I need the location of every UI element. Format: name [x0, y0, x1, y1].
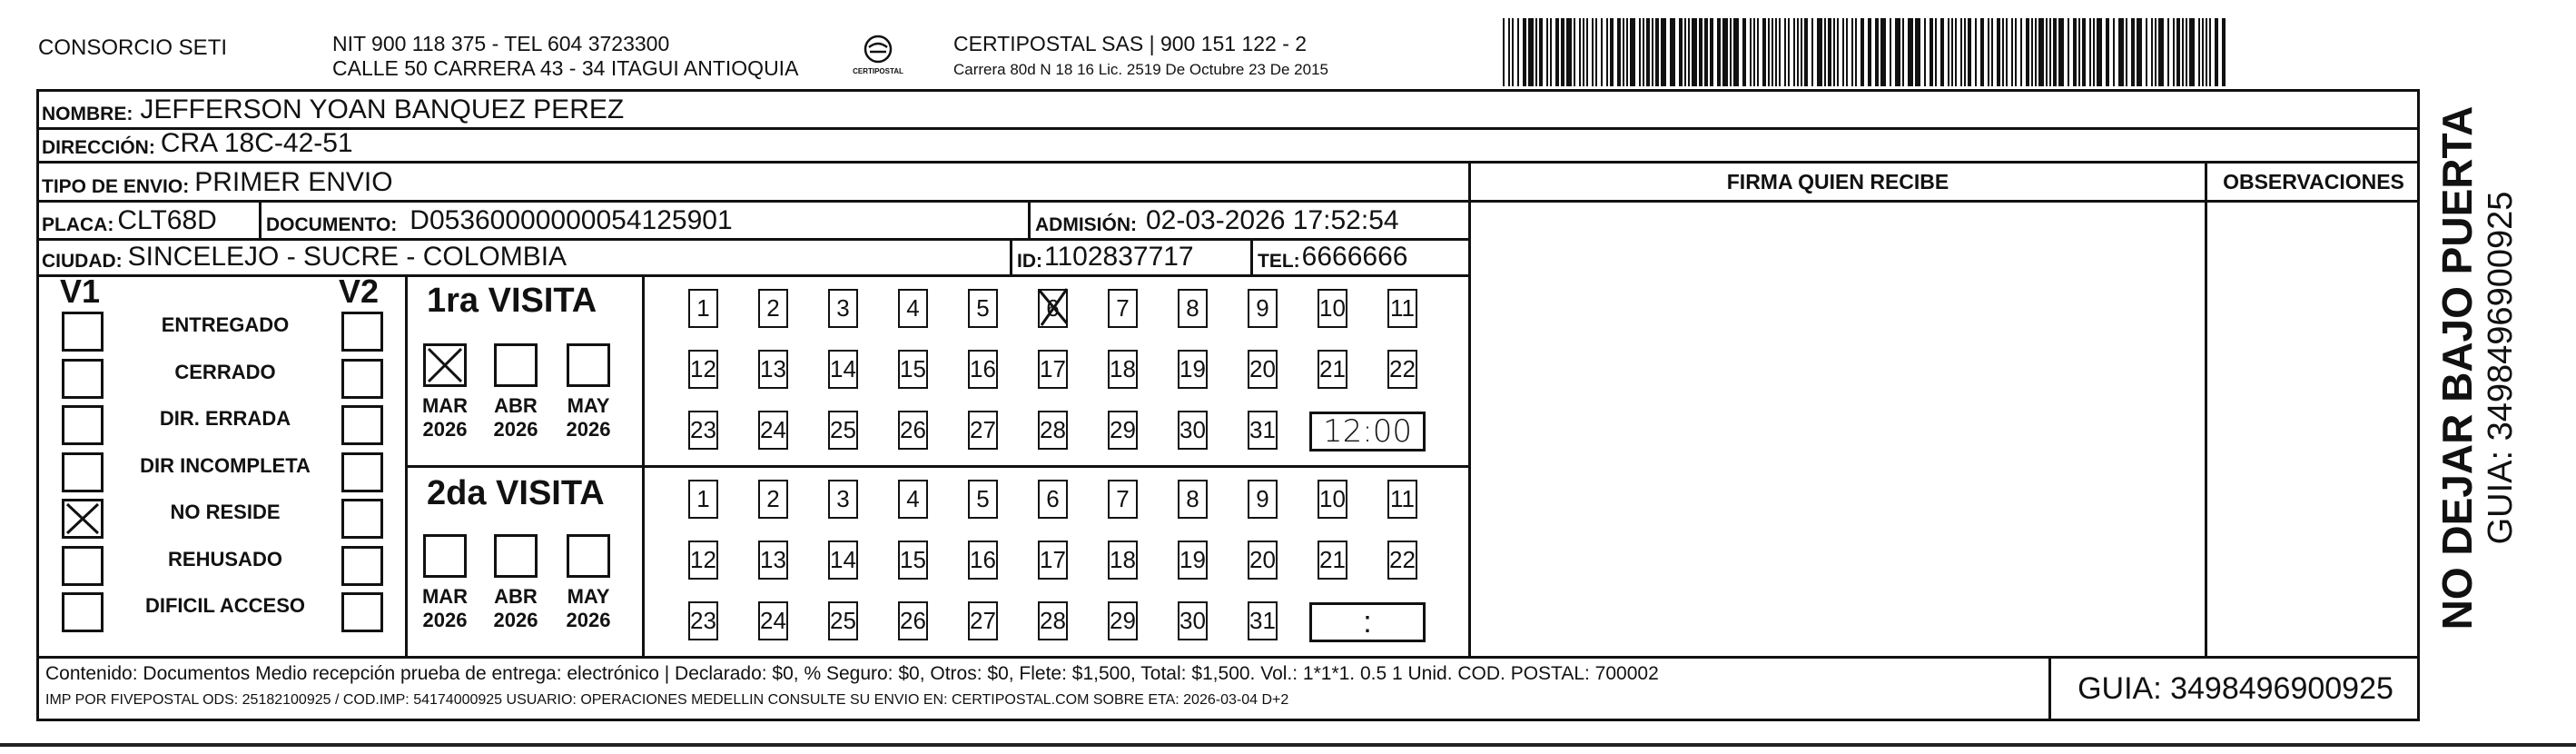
v1-checkbox[interactable] [62, 312, 104, 352]
visit2-day-box[interactable]: 31 [1248, 601, 1278, 640]
tipo-envio-value: PRIMER ENVIO [194, 167, 393, 197]
visit1-day-box[interactable]: 22 [1387, 350, 1417, 389]
visit2-day-box[interactable]: 14 [828, 541, 858, 580]
visit1-day-box[interactable]: 9 [1248, 289, 1278, 328]
visit2-month-label: ABR 2026 [493, 585, 538, 631]
v1-checkbox[interactable] [62, 499, 104, 539]
placa-label: PLACA: [42, 214, 114, 235]
visit1-day-box[interactable]: 14 [828, 350, 858, 389]
certipostal-logo [853, 33, 903, 80]
visit1-month-label: ABR 2026 [493, 394, 538, 441]
visit1-day-box[interactable]: 21 [1318, 350, 1347, 389]
visit1-day-box[interactable]: 15 [898, 350, 928, 389]
visit2-day-box[interactable]: 28 [1038, 601, 1068, 640]
tel-value: 6666666 [1301, 242, 1408, 272]
visit1-day-box[interactable]: 2 [758, 289, 788, 328]
visit2-day-box[interactable]: 24 [758, 601, 788, 640]
visit1-day-box[interactable]: 24 [758, 411, 788, 450]
visit2-day-box[interactable]: 26 [898, 601, 928, 640]
visit1-day-box[interactable]: 28 [1038, 411, 1068, 450]
visit1-day-box[interactable]: 10 [1318, 289, 1347, 328]
visit2-day-box[interactable]: 19 [1178, 541, 1208, 580]
visit2-day-box[interactable]: 11 [1387, 480, 1417, 519]
v2-checkbox[interactable] [341, 452, 383, 492]
id-label: ID: [1017, 251, 1042, 272]
documento-value: D05360000000054125901 [410, 205, 733, 235]
ciudad-value: SINCELEJO - SUCRE - COLOMBIA [127, 242, 568, 272]
v2-checkbox[interactable] [341, 405, 383, 445]
footer-contenido: Contenido: Documentos Medio recepción prueba de entrega: electrónico | Declarado: $0, % Seguro: $0, Otros: $0, Flete: $1,500, Total: $1,500. Vol.: 1*1*1. 0.5 1 Unid. COD. POSTAL: 700002 [45, 663, 1659, 684]
visit2-time-box[interactable]: : [1309, 602, 1426, 642]
status-label: NO RESIDE [170, 501, 281, 523]
no-dejar-bajo-puerta: NO DEJAR BAJO PUERTA [2433, 105, 2481, 630]
nombre-row [42, 93, 624, 127]
visit1-day-box[interactable]: 26 [898, 411, 928, 450]
admision-label: ADMISIÓN: [1035, 214, 1137, 235]
visit2-month-label: MAY 2026 [566, 585, 611, 631]
visit1-time-box[interactable]: 12:00 [1309, 412, 1426, 451]
visit2-day-box[interactable]: 13 [758, 541, 788, 580]
visit1-day-box[interactable]: 13 [758, 350, 788, 389]
company-name: CONSORCIO SETI [38, 35, 228, 60]
v1-label: V1 [60, 273, 101, 310]
visit1-month-label: MAR 2026 [421, 394, 469, 441]
svg-text:CERTIPOSTAL: CERTIPOSTAL [853, 67, 903, 75]
admision-value: 02-03-2026 17:52:54 [1146, 205, 1399, 235]
visit1-day-box[interactable]: 4 [898, 289, 928, 328]
visit2-day-box[interactable]: 12 [688, 541, 718, 580]
visit1-month-label: MAY 2026 [566, 394, 611, 441]
visit1-day-box[interactable]: 30 [1178, 411, 1208, 450]
visit2-day-box[interactable]: 17 [1038, 541, 1068, 580]
courier-name: CERTIPOSTAL SAS | 900 151 122 - 2 [953, 32, 1308, 55]
visit1-day-box[interactable]: 17 [1038, 350, 1068, 389]
company-address: CALLE 50 CARRERA 43 - 34 ITAGUI ANTIOQUIA [332, 56, 799, 80]
visit1-day-box[interactable]: 8 [1178, 289, 1208, 328]
v1-checkbox[interactable] [62, 359, 104, 399]
visit2-day-box[interactable]: 8 [1178, 480, 1208, 519]
courier-license: Carrera 80d N 18 16 Lic. 2519 De Octubre 23 De 2015 [953, 61, 1328, 78]
ciudad-cell [42, 240, 567, 274]
v1-checkbox[interactable] [62, 546, 104, 586]
status-label: DIFICIL ACCESO [144, 594, 305, 617]
visit2-day-box[interactable]: 18 [1108, 541, 1138, 580]
barcode [1503, 18, 2229, 86]
visit2-day-box[interactable]: 30 [1178, 601, 1208, 640]
status-label: DIR INCOMPLETA [140, 453, 311, 477]
nombre-label: NOMBRE: [42, 104, 133, 124]
visit1-day-box[interactable]: 12 [688, 350, 718, 389]
visit1-day-box[interactable]: 31 [1248, 411, 1278, 450]
v2-checkbox[interactable] [341, 592, 383, 632]
status-label: DIR. ERRADA [159, 407, 291, 430]
observaciones-header: OBSERVACIONES [2223, 169, 2404, 193]
visit1-day-box[interactable]: 20 [1248, 350, 1278, 389]
visit2-day-box[interactable]: 27 [968, 601, 998, 640]
visit2-day-box[interactable]: 9 [1248, 480, 1278, 519]
visit2-day-box[interactable]: 16 [968, 541, 998, 580]
firma-header: FIRMA QUIEN RECIBE [1726, 169, 1949, 193]
v2-label: V2 [339, 273, 380, 310]
placa-value: CLT68D [117, 205, 217, 235]
visit1-day-box[interactable]: 16 [968, 350, 998, 389]
visit1-day-box[interactable]: 23 [688, 411, 718, 450]
visit2-day-box[interactable]: 2 [758, 480, 788, 519]
id-cell [1017, 240, 1194, 274]
visit2-month-label: MAR 2026 [421, 585, 469, 631]
page-edge [0, 743, 2576, 747]
visit1-month-checkbox[interactable] [494, 343, 538, 387]
v1-checkbox[interactable] [62, 452, 104, 492]
visit2-month-checkbox[interactable] [494, 534, 538, 578]
visit1-month-checkbox[interactable] [567, 343, 610, 387]
visit1-day-box[interactable]: 11 [1387, 289, 1417, 328]
placa-cell [42, 202, 217, 238]
visit2-day-box[interactable]: 1 [688, 480, 718, 519]
visit2-day-box[interactable]: 21 [1318, 541, 1347, 580]
visit2-month-checkbox[interactable] [567, 534, 610, 578]
visit1-day-box[interactable]: 18 [1108, 350, 1138, 389]
id-value: 1102837717 [1044, 242, 1194, 272]
tipo-envio-row [42, 163, 393, 200]
visit1-day-box[interactable]: 27 [968, 411, 998, 450]
visit1-day-box[interactable]: 1 [688, 289, 718, 328]
visit2-day-box[interactable]: 6 [1038, 480, 1068, 519]
direccion-row [42, 128, 353, 161]
tel-label: TEL: [1258, 251, 1300, 272]
footer-guia: GUIA: 3498496900925 [2078, 670, 2393, 706]
visit2-month-checkbox[interactable] [423, 534, 467, 578]
side-text [2433, 100, 2542, 636]
visit2-day-box[interactable]: 25 [828, 601, 858, 640]
status-label: CERRADO [174, 360, 276, 383]
visit1-day-box[interactable]: 7 [1108, 289, 1138, 328]
status-label: REHUSADO [168, 547, 282, 570]
v1-checkbox[interactable] [62, 405, 104, 445]
tipo-envio-label: TIPO DE ENVIO: [42, 176, 190, 197]
visit1-day-box[interactable]: 29 [1108, 411, 1138, 450]
documento-cell [266, 202, 733, 238]
visit1-day-box[interactable]: 5 [968, 289, 998, 328]
direccion-value: CRA 18C-42-51 [160, 128, 353, 158]
visit1-day-box[interactable]: 19 [1178, 350, 1208, 389]
visit2-day-box[interactable]: 5 [968, 480, 998, 519]
v2-checkbox[interactable] [341, 359, 383, 399]
documento-label: DOCUMENTO: [266, 214, 398, 235]
visit1-day-box[interactable]: 6 [1038, 289, 1068, 328]
visit2-day-box[interactable]: 7 [1108, 480, 1138, 519]
visit2-day-box[interactable]: 23 [688, 601, 718, 640]
visit1-day-box[interactable]: 3 [828, 289, 858, 328]
direccion-label: DIRECCIÓN: [42, 137, 155, 158]
visit2-day-box[interactable]: 20 [1248, 541, 1278, 580]
visit2-day-box[interactable]: 15 [898, 541, 928, 580]
visit1-title: 1ra VISITA [427, 282, 597, 320]
tel-cell [1258, 240, 1407, 274]
visit2-day-box[interactable]: 10 [1318, 480, 1347, 519]
visit1-day-box[interactable]: 25 [828, 411, 858, 450]
v2-checkbox[interactable] [341, 312, 383, 352]
company-nit: NIT 900 118 375 - TEL 604 3723300 [332, 32, 670, 55]
nombre-value: JEFFERSON YOAN BANQUEZ PEREZ [140, 94, 625, 124]
ciudad-label: CIUDAD: [42, 251, 123, 272]
visit2-day-box[interactable]: 3 [828, 480, 858, 519]
status-label: ENTREGADO [161, 313, 290, 336]
visit2-title: 2da VISITA [427, 474, 605, 512]
visit1-month-checkbox[interactable] [423, 343, 467, 387]
admision-cell [1035, 202, 1399, 238]
observations-area[interactable] [2209, 204, 2418, 654]
v2-checkbox[interactable] [341, 546, 383, 586]
visit2-day-box[interactable]: 22 [1387, 541, 1417, 580]
side-guia: GUIA: 3498496900925 [2482, 191, 2520, 545]
v2-checkbox[interactable] [341, 499, 383, 539]
visit2-day-box[interactable]: 4 [898, 480, 928, 519]
footer-imp: IMP POR FIVEPOSTAL ODS: 25182100925 / COD.IMP: 54174000925 USUARIO: OPERACIONES MEDELLIN CONSULTE SU ENVIO EN: CERTIPOSTAL.COM SOBRE ETA: 2026-03-04 D+2 [45, 692, 1289, 708]
signature-area[interactable] [1473, 204, 2203, 654]
v1-checkbox[interactable] [62, 592, 104, 632]
visit2-day-box[interactable]: 29 [1108, 601, 1138, 640]
